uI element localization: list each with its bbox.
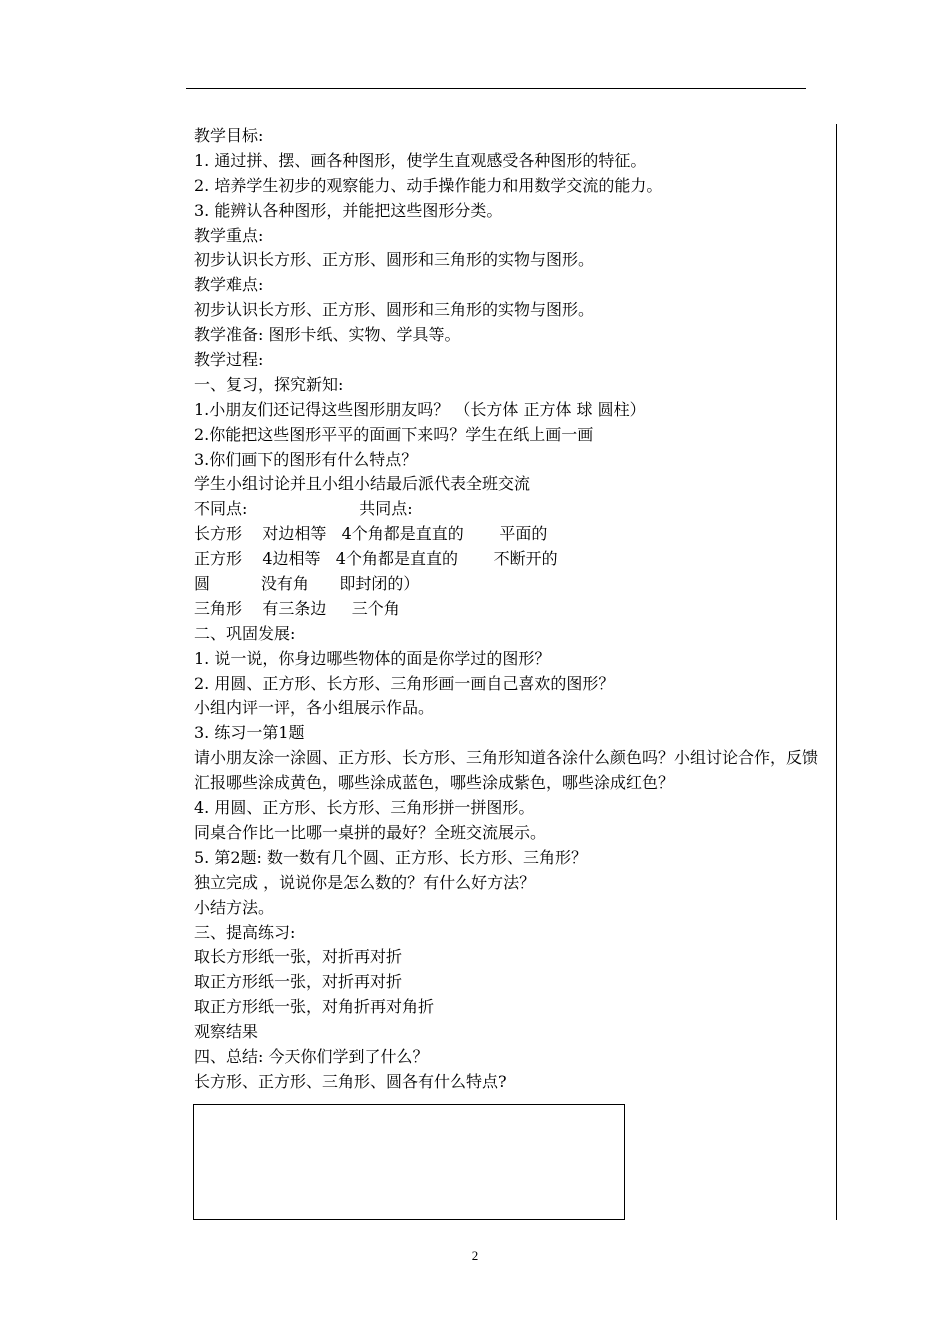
text-line: 三角形 有三条边 三个角 (194, 598, 400, 618)
paragraph: 请小朋友涂一涂圆、正方形、长方形、三角形知道各涂什么颜色吗？小组讨论合作，反馈汇报哪些涂成黄色，哪些涂成蓝色，哪些涂成紫色，哪些涂成红色？ (194, 748, 819, 793)
text-line: 小结方法。 (194, 897, 275, 917)
text-line: 一、复习，探究新知: (194, 374, 344, 394)
text-line: 1. 说一说，你身边哪些物体的面是你学过的图形？ (194, 648, 551, 668)
text-line: 教学难点: (194, 275, 264, 295)
lesson-plan-body (194, 124, 832, 1091)
text-line: 取长方形纸一张，对折再对折 (194, 947, 403, 967)
text-line: 3. 练习一第1题 (194, 723, 305, 743)
text-line: 四、总结: 今天你们学到了什么？ (194, 1046, 429, 1066)
text-line: 圆 没有角 即封闭的） (194, 574, 420, 594)
text-line: 同桌合作比一比哪一桌拼的最好？全班交流展示。 (194, 822, 547, 842)
blank-text-box (193, 1104, 625, 1220)
text-line: 教学重点: (194, 225, 264, 245)
text-line: 1.小朋友们还记得这些图形朋友吗？ （长方体 正方体 球 圆柱） (194, 399, 646, 419)
header-rule (186, 88, 806, 89)
text-line: 取正方形纸一张，对角折再对角折 (194, 997, 435, 1017)
clipped-text-line: 长方形、正方形、三角形、圆各有什么特点? (194, 1071, 507, 1091)
text-line: 4. 用圆、正方形、长方形、三角形拼一拼图形。 (194, 798, 535, 818)
text-line: 3.你们画下的图形有什么特点？ (194, 449, 418, 469)
text-line: 正方形 4边相等 4个角都是直直的 不断开的 (194, 549, 558, 569)
text-line: 取正方形纸一张，对折再对折 (194, 972, 403, 992)
text-line: 教学过程: (194, 350, 264, 370)
text-line: 三、提高练习: (194, 922, 296, 942)
text-line: 不同点: 共同点: (194, 499, 413, 519)
text-line: 小组内评一评，各小组展示作品。 (194, 698, 435, 718)
text-line: 二、巩固发展: (194, 623, 296, 643)
text-line: 观察结果 (194, 1022, 259, 1042)
text-line: 教学准备: 图形卡纸、实物、学具等。 (194, 325, 461, 345)
text-line: 初步认识长方形、正方形、圆形和三角形的实物与图形。 (194, 250, 595, 270)
text-line: 初步认识长方形、正方形、圆形和三角形的实物与图形。 (194, 300, 595, 320)
text-line: 2.你能把这些图形平平的面画下来吗？学生在纸上画一画 (194, 424, 594, 444)
text-line: 2. 培养学生初步的观察能力、动手操作能力和用数学交流的能力。 (194, 175, 663, 195)
text-line: 教学目标: (194, 126, 264, 145)
text-line: 2. 用圆、正方形、长方形、三角形画一画自己喜欢的图形？ (194, 673, 615, 693)
text-line: 独立完成 ，说说你是怎么数的？有什么好方法？ (194, 872, 536, 892)
text-line: 学生小组讨论并且小组小结最后派代表全班交流 (194, 474, 531, 494)
page-number: 2 (471, 1248, 479, 1263)
text-line: 1. 通过拼、摆、画各种图形，使学生直观感受各种图形的特征。 (194, 150, 647, 170)
text-line: 5. 第2题: 数一数有几个圆、正方形、长方形、三角形？ (194, 847, 588, 867)
text-line: 长方形 对边相等 4个角都是直直的 平面的 (194, 524, 548, 544)
table-right-border (836, 124, 837, 1220)
text-line: 3. 能辨认各种图形，并能把这些图形分类。 (194, 200, 503, 220)
